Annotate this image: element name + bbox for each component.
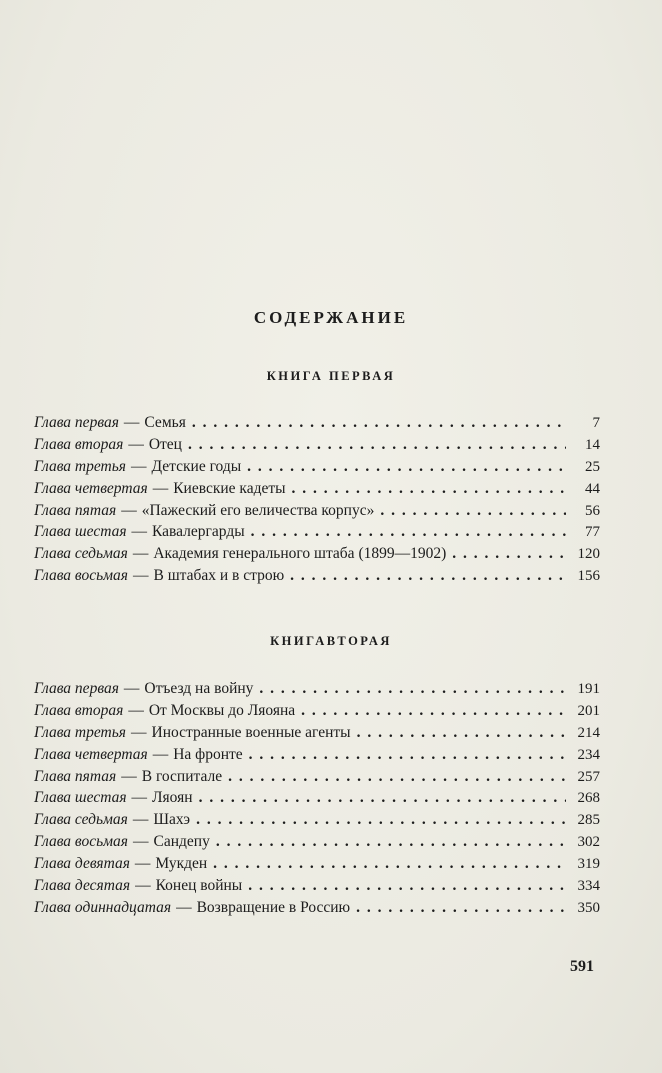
page-number: 285 xyxy=(577,812,600,829)
chapter-title: Мукден xyxy=(155,855,208,873)
dot-leader xyxy=(356,899,566,917)
chapter-title: В госпитале xyxy=(141,767,223,785)
dot-leader xyxy=(248,877,566,895)
page-number: 334 xyxy=(577,878,600,895)
toc-entry[interactable] xyxy=(34,811,600,833)
toc-entry[interactable] xyxy=(34,414,600,436)
dash-separator: — xyxy=(123,680,140,697)
dash-separator: — xyxy=(176,898,192,916)
chapter-label: Глава четвертая xyxy=(34,479,148,497)
chapter-title: Кавалергарды xyxy=(152,523,245,541)
dot-leader xyxy=(199,789,566,807)
toc-entry[interactable] xyxy=(34,768,600,790)
toc-entry[interactable] xyxy=(34,833,600,855)
chapter-label: Глава шестая xyxy=(34,789,127,807)
toc-entry[interactable] xyxy=(34,680,600,702)
dash-separator: — xyxy=(152,745,169,763)
chapter-label: Глава девятая xyxy=(34,855,130,873)
dash-separator: — xyxy=(128,435,144,453)
toc-book-one xyxy=(34,414,600,589)
toc-entry[interactable] xyxy=(34,567,600,589)
dash-separator: — xyxy=(133,833,149,851)
dot-leader xyxy=(216,833,566,851)
page-number: 234 xyxy=(577,746,600,763)
folio-page-number: 591 xyxy=(570,958,594,975)
dot-leader xyxy=(247,458,566,476)
dot-leader xyxy=(301,702,566,720)
dot-leader xyxy=(251,523,566,541)
toc-entry[interactable] xyxy=(34,523,600,545)
dash-separator: — xyxy=(135,877,151,895)
chapter-label: Глава вторая xyxy=(34,435,124,453)
dash-separator: — xyxy=(134,855,151,873)
chapter-title: Семья xyxy=(144,414,186,431)
page-number: 156 xyxy=(577,568,600,585)
toc-entry[interactable] xyxy=(34,724,600,746)
chapter-label: Глава первая xyxy=(34,414,119,431)
chapter-label: Глава седьмая xyxy=(34,811,128,829)
chapter-label: Глава вторая xyxy=(34,701,124,719)
toc-entry[interactable] xyxy=(34,789,600,811)
chapter-title: Детские годы xyxy=(151,457,242,475)
dot-leader xyxy=(228,768,566,786)
chapter-title: Конец войны xyxy=(155,877,243,895)
chapter-title: Сандепу xyxy=(153,833,210,851)
chapter-title: Отец xyxy=(148,435,182,453)
dash-separator: — xyxy=(121,501,137,519)
toc-book-two xyxy=(34,680,600,921)
book-one-heading: КНИГА ПЕРВАЯ xyxy=(266,369,396,383)
dash-separator: — xyxy=(128,701,144,719)
dash-separator: — xyxy=(131,457,147,475)
dot-leader xyxy=(259,680,566,698)
chapter-label: Глава седьмая xyxy=(34,545,128,563)
toc-entry[interactable] xyxy=(34,480,600,502)
dash-separator: — xyxy=(121,767,137,785)
page-number: 77 xyxy=(585,524,600,541)
page-number: 7 xyxy=(592,415,600,431)
chapter-label: Глава пятая xyxy=(34,501,117,519)
dot-leader xyxy=(357,724,566,742)
chapter-title: В штабах и в строю xyxy=(153,567,285,585)
chapter-label: Глава третья xyxy=(34,457,127,475)
page-number: 56 xyxy=(585,502,600,519)
dash-separator: — xyxy=(152,479,169,497)
dash-separator: — xyxy=(131,789,148,807)
dot-leader xyxy=(292,480,566,498)
dot-leader xyxy=(188,436,566,454)
chapter-title: Ляоян xyxy=(152,789,193,807)
chapter-title: Академия генерального штаба (1899—1902) xyxy=(153,545,447,563)
toc-entry[interactable] xyxy=(34,502,600,524)
dot-leader xyxy=(213,855,566,873)
page-title: СОДЕРЖАНИЕ xyxy=(253,308,409,327)
page-number: 319 xyxy=(577,856,600,873)
dot-leader xyxy=(249,746,566,764)
dot-leader xyxy=(380,502,566,520)
toc-entry[interactable] xyxy=(34,877,600,899)
chapter-title: Киевские кадеты xyxy=(173,479,286,497)
dash-separator: — xyxy=(133,567,149,585)
chapter-title: Возвращение в Россию xyxy=(196,898,351,916)
chapter-title: От Москвы до Ляояна xyxy=(148,701,296,719)
dot-leader xyxy=(290,567,566,585)
toc-entry[interactable] xyxy=(34,702,600,724)
chapter-label: Глава первая xyxy=(34,680,119,697)
chapter-label: Глава восьмая xyxy=(34,833,128,851)
page-number: 191 xyxy=(577,681,600,697)
page-number: 214 xyxy=(577,724,600,741)
chapter-label: Глава четвертая xyxy=(34,745,148,763)
toc-entry[interactable] xyxy=(34,899,600,921)
dash-separator: — xyxy=(123,414,140,431)
toc-entry[interactable] xyxy=(34,545,600,567)
page-number: 350 xyxy=(577,899,600,916)
page-number: 14 xyxy=(585,436,600,453)
toc-entry[interactable] xyxy=(34,746,600,768)
book-two-heading: КНИГАВТОРАЯ xyxy=(270,634,392,648)
page-number: 44 xyxy=(585,480,600,497)
chapter-title: Шахэ xyxy=(153,811,191,829)
dash-separator: — xyxy=(132,811,149,829)
chapter-label: Глава восьмая xyxy=(34,567,128,585)
chapter-label: Глава пятая xyxy=(34,767,117,785)
dash-separator: — xyxy=(131,523,148,541)
chapter-label: Глава десятая xyxy=(34,877,131,895)
toc-entry[interactable] xyxy=(34,458,600,480)
chapter-title: Отъезд на войну xyxy=(144,680,254,697)
page-number: 25 xyxy=(585,458,600,475)
dot-leader xyxy=(452,545,566,563)
chapter-title: Иностранные военные агенты xyxy=(151,723,351,741)
chapter-label: Глава шестая xyxy=(34,523,127,541)
dot-leader xyxy=(196,811,566,829)
chapter-label: Глава одиннадцатая xyxy=(34,898,172,916)
page-number: 201 xyxy=(577,702,600,719)
toc-entry[interactable] xyxy=(34,436,600,458)
page-number: 268 xyxy=(577,790,600,807)
chapter-title: На фронте xyxy=(173,745,243,763)
chapter-title: «Пажеский его величества корпус» xyxy=(141,501,375,519)
chapter-label: Глава третья xyxy=(34,723,127,741)
page-number: 302 xyxy=(577,834,600,851)
toc-entry[interactable] xyxy=(34,855,600,877)
dot-leader xyxy=(192,414,566,432)
page-number: 120 xyxy=(577,546,600,563)
dash-separator: — xyxy=(131,723,147,741)
dash-separator: — xyxy=(132,545,149,563)
page-number: 257 xyxy=(577,768,600,785)
